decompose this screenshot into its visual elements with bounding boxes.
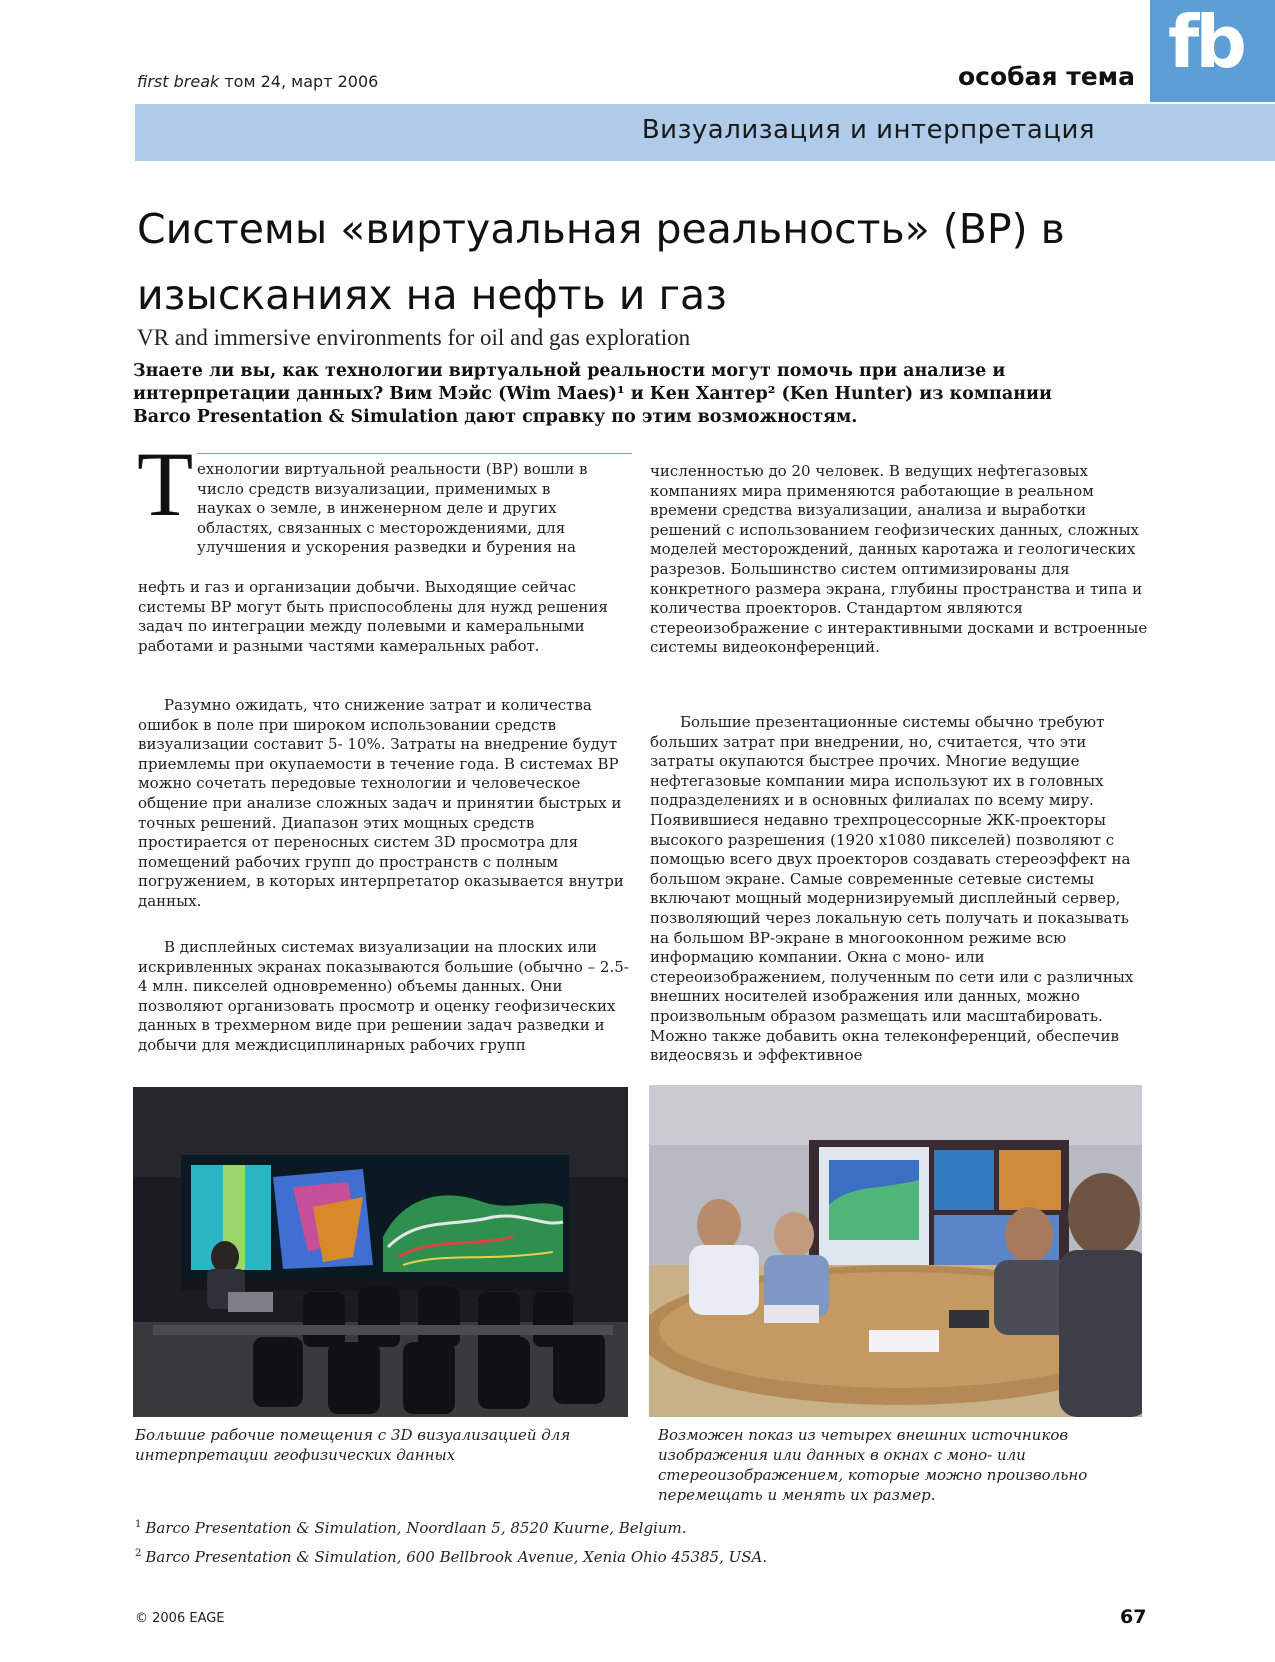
footnotes: [135, 1512, 767, 1570]
col1-paragraph-2: Разумно ожидать, что снижение затрат и количества ошибок в поле при широком использовании средств визуализации составит 5- 10%. Затраты на внедрение будут приемлемы при окупаемости в течение года. В системах ВР можно сочетать передовые технологии и человеческое общение при анализе сложных задач и принятии быстрых и точных решений. Диапазон этих мощных средств простирается от переносных систем 3D просмотра для помещений рабочих групп до пространств с полным погружением, в которых интерпретатор оказывается внутри данных.: [138, 696, 624, 910]
copyright: © 2006 EAGE: [135, 1611, 225, 1626]
footnote-1-text: Barco Presentation & Simulation, Noordlaan 5, 8520 Kuurne, Belgium.: [145, 1519, 687, 1537]
col1-paragraph-intro: ехнологии виртуальной реальности (ВР) вошли в число средств визуализации, применимых в науках о земле, в инженерном деле и других областях, связанных с месторождениями, для улучшения и ускорения разведки и бурения на: [197, 460, 588, 557]
footnote-1-mark: 1: [135, 1519, 142, 1530]
article-title: Системы «виртуальная реальность» (ВР) в изысканиях на нефть и газ: [137, 205, 1065, 319]
photo-visualization-room: [133, 1087, 628, 1417]
article-subtitle: VR and immersive environments for oil and gas exploration: [137, 325, 691, 350]
divider-rule: [197, 453, 632, 454]
footnote-2: [135, 1541, 767, 1570]
running-head: [137, 72, 378, 91]
photo-meeting-room: [649, 1085, 1142, 1417]
caption-photo-2: Возможен показ из четырех внешних источников изображения или данных в окнах с моно- или стереоизображением, которые можно произвольно перемещать и менять их размер.: [658, 1426, 1088, 1504]
photo-visualization-room-art: [133, 1087, 628, 1417]
col1-paragraph-3: В дисплейных системах визуализации на плоских или искривленных экранах показываются большие (обычно – 2.5-4 млн. пикселей одновременно) объемы данных. Они позволяют организовать просмотр и оценку геофизических данных в трехмерном виде при решении задач разведки и добычи для междисциплинарных рабочих групп: [138, 938, 629, 1054]
topic-band: [135, 104, 1275, 161]
col2-paragraph-1: численностью до 20 человек. В ведущих нефтегазовых компаниях мира применяются работающие в реальном времени средства визуализации, анализа и выработки решений с использованием геофизических данных, сложных моделей месторождений, данных каротажа и геологических разрезов. Большинство систем оптимизированы для конкретного размера экрана, глубины пространства и типа и количества проекторов. Стандартом являются стереоизображение с интерактивными досками и встроенные системы видеоконференций.: [650, 462, 1148, 657]
col2-paragraph-2: Большие презентационные системы обычно требуют больших затрат при внедрении, но, считается, что эти затраты окупаются быстрее прочих. Многие ведущие нефтегазовые компании мира используют их в головных подразделениях и в основных филиалах по всему миру. Появившиеся недавно трехпроцессорные ЖК-проекторы высокого разрешения (1920 x1080 пикселей) позволяют с помощью всего двух проекторов создавать стереоэффект на большом экране. Самые современные сетевые системы включают мощный модернизируемый дисплейный сервер, позволяющий через локальную сеть получать и показывать на большом ВР-экране в многооконном режиме всю информацию компании. Окна с моно- или стереоизображением, полученным по сети или с различных внешних носителей изображения или данных, можно произвольным образом размещать или масштабировать. Можно также добавить окна телеконференций, обеспечив видеосвязь и эффективное: [650, 713, 1134, 1065]
photo-meeting-room-art: [649, 1085, 1142, 1417]
journal-name: first break: [137, 72, 220, 91]
fb-logo: [1150, 0, 1275, 102]
topic-title: Визуализация и интерпретация: [641, 115, 1095, 145]
article-lead: Знаете ли вы, как технологии виртуальной реальности могут помочь при анализе и интерпретации данных? Вим Мэйс (Wim Maes)¹ и Кен Хантер² (Ken Hunter) из компании Barco Presentation & Simulation дают справку по этим возможностям.: [133, 361, 1052, 427]
drop-cap: Т: [137, 433, 194, 535]
footnote-2-mark: 2: [135, 1548, 142, 1559]
col1-paragraph-intro-cont: нефть и газ и организации добычи. Выходящие сейчас системы ВР могут быть приспособлены для нужд решения задач по интеграции между полевыми и камеральными работами и разными частями камеральных работ.: [138, 578, 608, 655]
page-number: 67: [1120, 1606, 1147, 1628]
section-label: особая тема: [957, 62, 1135, 91]
footnote-1: [135, 1512, 767, 1541]
issue-info: том 24, март 2006: [224, 72, 379, 91]
fb-logo-text: fb: [1168, 0, 1243, 84]
caption-photo-1: Большие рабочие помещения с 3D визуализацией для интерпретации геофизических данных: [135, 1426, 571, 1464]
footnote-2-text: Barco Presentation & Simulation, 600 Bellbrook Avenue, Xenia Ohio 45385, USA.: [145, 1548, 768, 1566]
